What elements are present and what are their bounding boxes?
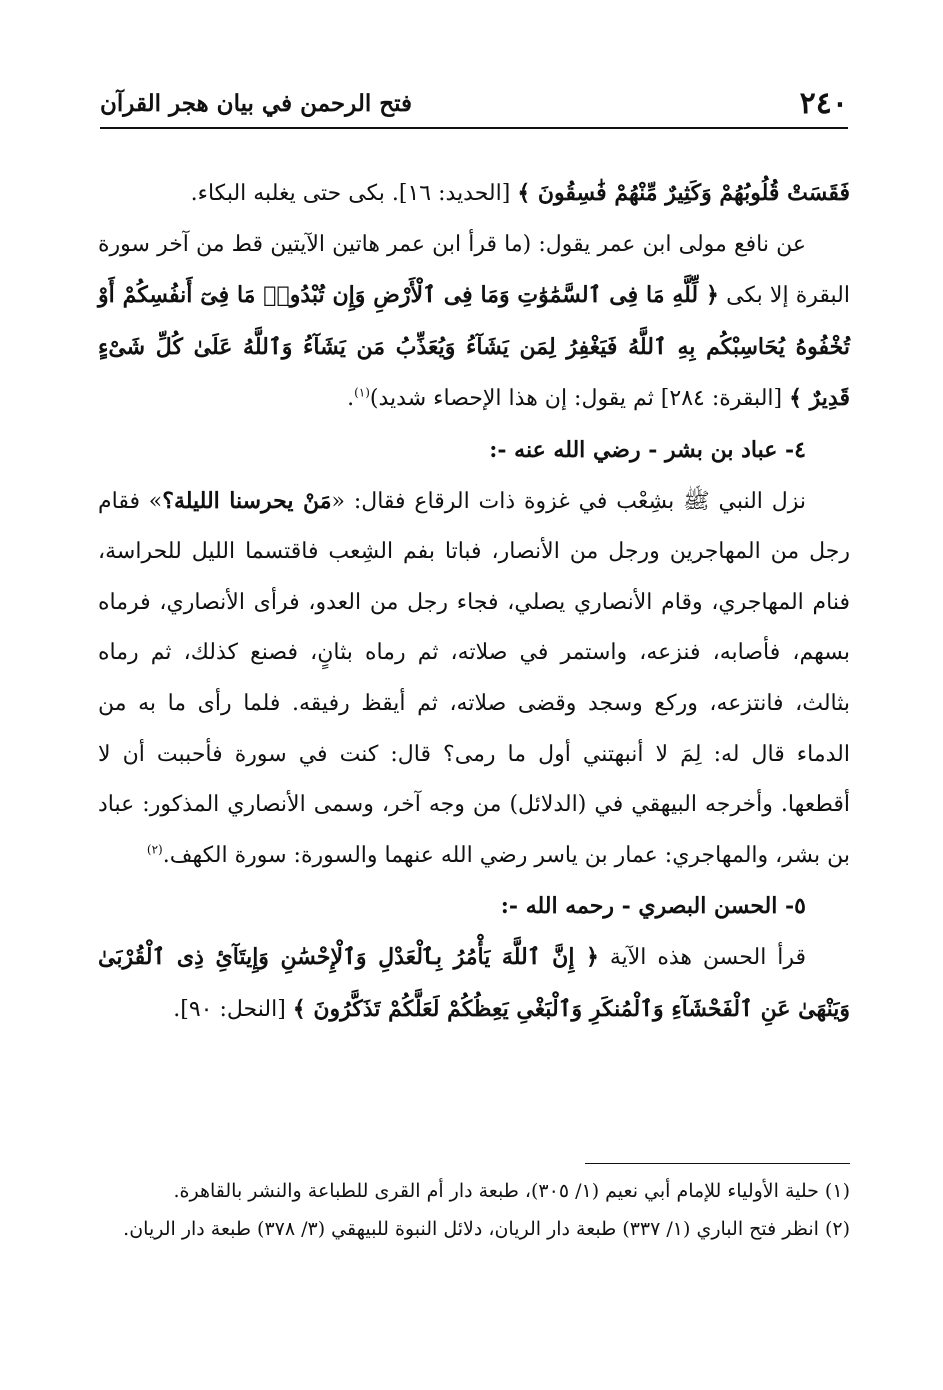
footnote-marker: (١)	[354, 386, 370, 401]
section-heading: ٥- الحسن البصري - رحمه الله -:	[500, 893, 806, 920]
paragraph-continuation	[98, 168, 850, 220]
paragraph-text: عن نافع مولى ابن عمر يقول: (ما قرأ ابن عمر هاتين الآيتين قط من آخر سورة البقرة إلا بكى	[98, 231, 850, 309]
header-divider	[100, 127, 848, 129]
section-heading: ٤- عباد بن بشر - رضي الله عنه -:	[489, 436, 806, 463]
page-number: ٢٤٠	[799, 86, 848, 121]
footnote-2: (٢) انظر فتح الباري (١/ ٣٣٧) طبعة دار الريان، دلائل النبوة للبيهقي (٣/ ٣٧٨) طبعة دار الريان.	[123, 1218, 850, 1240]
quran-verse: ﴿ لِّلَّهِ مَا فِى ٱلسَّمَٰوَٰتِ وَمَا فِى ٱلْأَرْضِ وَإِن تُبْدُوا۟ مَا فِىٓ أَنفُسِكُمْ أَوْ تُخْفُوهُ يُحَاسِبْكُم بِهِ ٱللَّهُ فَيَغْفِرُ لِمَن يَشَآءُ وَيُعَذِّبُ مَن يَشَآءُ وَٱللَّهُ عَلَىٰ كُلِّ شَىْءٍ قَدِيرٌ ﴾	[98, 282, 850, 412]
footnote-divider	[585, 1163, 850, 1164]
paragraph-text: نزل النبي ﷺ بشِعْب في غزوة ذات الرقاع فقال: «	[331, 488, 806, 514]
hadith-quote: مَنْ يحرسنا الليلة؟	[162, 487, 332, 514]
paragraph-hasan	[98, 932, 850, 1035]
footnote-1: (١) حلية الأولياء للإمام أبي نعيم (١/ ٣٠٥)، طبعة دار أم القرى للطباعة والنشر بالقاهرة.	[173, 1180, 850, 1202]
quran-verse: ﴿ إِنَّ ٱللَّهَ يَأْمُرُ بِٱلْعَدْلِ وَٱلْإِحْسَٰنِ وَإِيتَآئِ ذِى ٱلْقُرْبَىٰ وَيَنْهَىٰ عَنِ ٱلْفَحْشَآءِ وَٱلْمُنكَرِ وَٱلْبَغْىِ يَعِظُكُمْ لَعَلَّكُمْ تَذَكَّرُونَ ﴾	[98, 943, 850, 1022]
footnote-marker: (٢)	[146, 842, 163, 857]
paragraph-text: [النحل: ٩٠].	[173, 996, 286, 1022]
paragraph-text: قرأ الحسن هذه الآية	[609, 944, 806, 970]
main-text	[98, 168, 850, 1035]
paragraph-abbad	[98, 476, 850, 882]
running-title: فتح الرحمن في بيان هجر القرآن	[100, 90, 413, 117]
paragraph-text: » فقام رجل من المهاجرين ورجل من الأنصار، فباتا بفم الشِعب فاقتسما الليل للحراسة، فنام المهاجري، وقام الأنصاري يصلي، فجاء رجل من العدو، فرأى الأنصاري، فرماه بسهم، فأصابه، فنزعه، واستمر في صلاته، ثم رماه بثانٍ، فصنع كذلك، ثم رماه بثالث، فانتزعه، وركع وسجد وقضى صلاته، ثم أيقظ رفيقه. فلما رأى ما به من الدماء قال له: لِمَ لا أنبهتني أول ما رمى؟ قال: كنت في سورة فأحببت أن لا أقطعها. وأخرجه البيهقي في (الدلائل) من وجه آخر، وسمى الأنصاري المذكور: عباد بن بشر، والمهاجري: عمار بن ياسر رضي الله عنهما والسورة: سورة الكهف.	[98, 488, 850, 868]
quran-verse: فَقَسَتْ قُلُوبُهُمْ وَكَثِيرٌ مِّنْهُمْ فَٰسِقُونَ ﴾	[517, 180, 850, 206]
paragraph-nafi: عن نافع مولى ابن عمر يقول: (ما قرأ ابن عمر هاتين الآيتين قط من آخر سورة البقرة إلا بكى ﴿ لِّلَّهِ مَا فِى ٱلسَّمَٰوَٰتِ وَمَا فِى ٱلْأَرْضِ وَإِن تُبْدُوا۟ مَا فِىٓ أَنفُسِكُمْ أَوْ تُخْفُوهُ يُحَاسِبْكُم بِهِ ٱللَّهُ فَيَغْفِرُ لِمَن يَشَآءُ وَيُعَذِّبُ مَن يَشَآءُ وَٱللَّهُ عَلَىٰ كُلِّ شَىْءٍ قَدِيرٌ ﴾ [البقرة: ٢٨٤] ثم يقول: إن هذا الإحصاء شديد)$^{(١)}$.	[98, 231, 850, 412]
paragraph-text: [البقرة: ٢٨٤] ثم يقول: إن هذا الإحصاء شديد)	[369, 386, 783, 412]
page-header	[100, 82, 848, 122]
paragraph-text: [الحديد: ١٦]. بكى حتى يغلبه البكاء.	[190, 181, 511, 206]
footnotes	[98, 1172, 850, 1248]
